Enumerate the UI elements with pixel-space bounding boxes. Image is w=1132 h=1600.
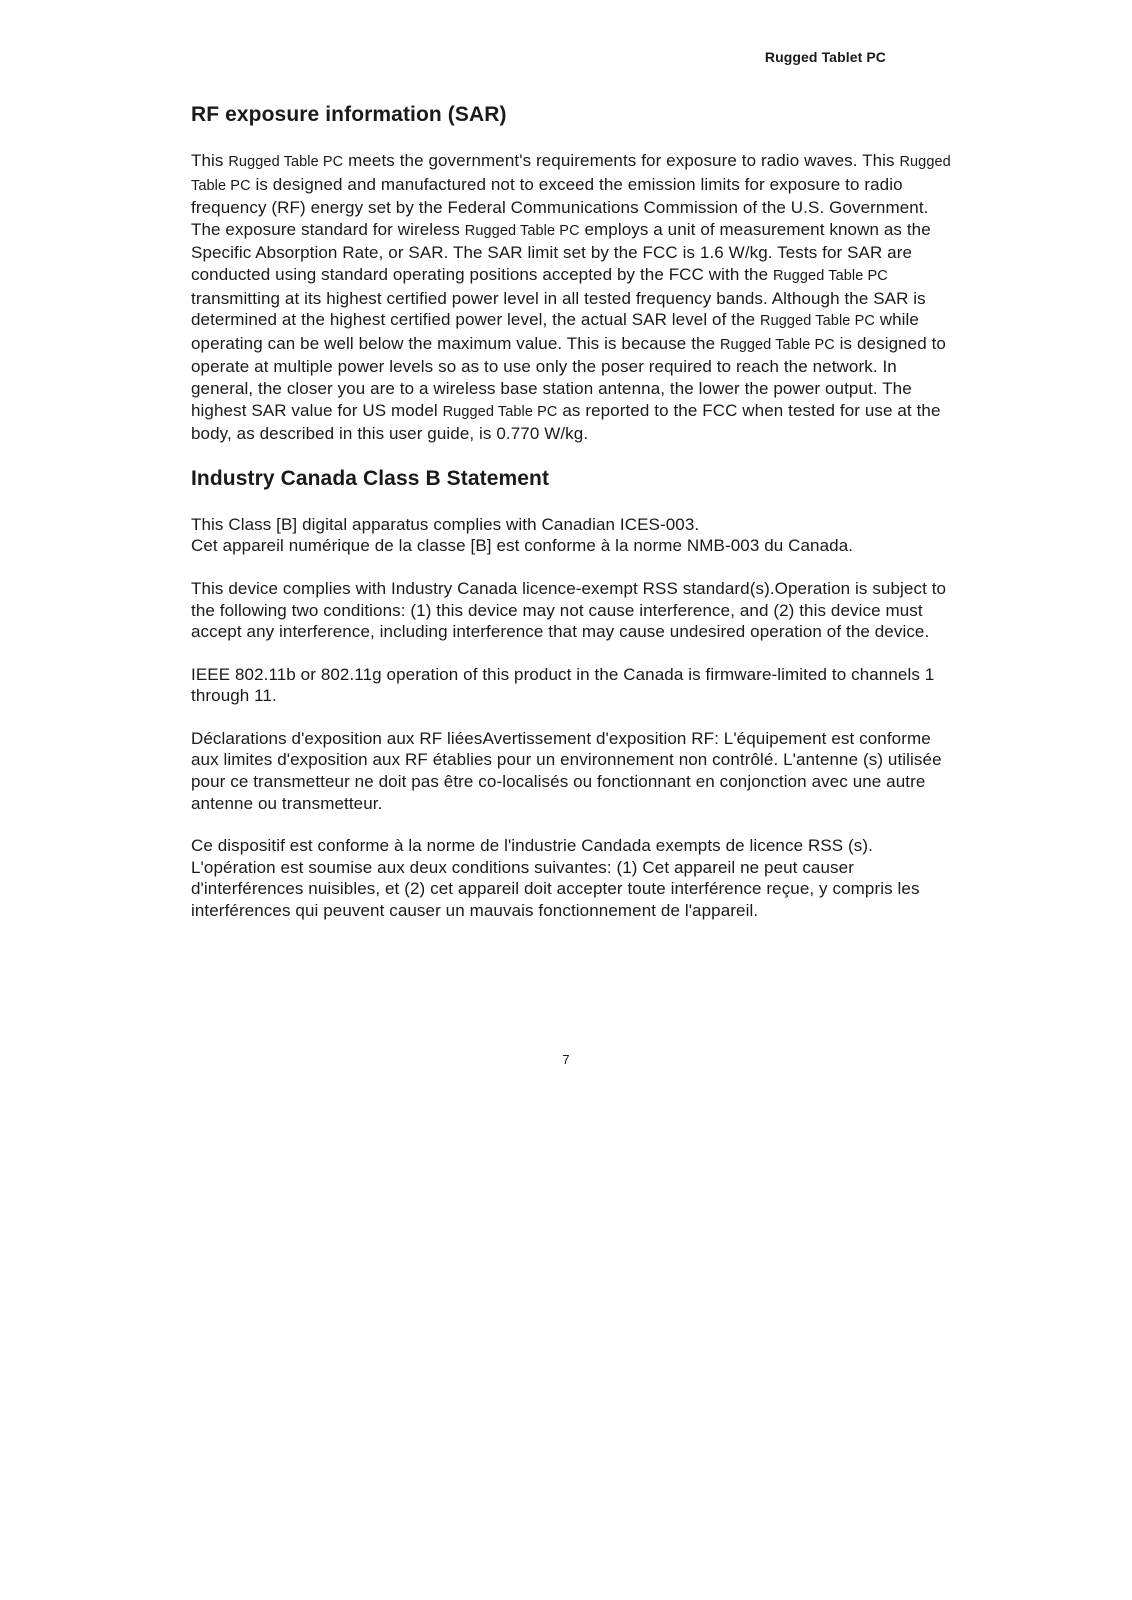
sar-text: meets the government's requirements for exposure to radio waves. This: [343, 151, 900, 170]
sar-text: while operating can be well below the maximum value. This is because the: [191, 310, 919, 353]
sar-paragraph: [191, 150, 951, 445]
sar-text: is designed to operate at multiple power levels so as to use only the poser required to reach the network. In general, the closer you are to a wireless base station antenna, the lower the power output. The highest SAR value for US model: [191, 333, 946, 420]
product-name: Rugged Table PC: [719, 336, 835, 353]
rss-statement-en: This device complies with Industry Canada licence-exempt RSS standard(s).Operation is subject to the following two conditions: (1) this device may not cause interference, and (2) this device must accept any interference, including interference that may cause undesired operation of the device.: [191, 578, 947, 642]
class-b-statement-en: This Class [B] digital apparatus complies with Canadian ICES-003.: [191, 514, 700, 534]
sar-text: is designed and manufactured not to exceed the emission limits for exposure to radio frequency (RF) energy set by the Federal Communications Commission of the U.S. Government. The exposure standard for wireless: [191, 174, 929, 239]
product-name: Rugged Table PC: [191, 154, 951, 194]
rss-statement-fr: Ce dispositif est conforme à la norme de l'industrie Candada exempts de licence RSS (s). L'opération est soumise aux deux conditions suivantes: (1) Cet appareil ne peut causer d'interférences nuisibles, et (2) cet appareil doit accepter toute interférence reçue, y compris les interférences qui peuvent causer un mauvais fonctionnement de l'appareil.: [191, 836, 920, 921]
sar-text: This: [191, 151, 229, 170]
page-content: [191, 102, 951, 922]
rf-exposure-statement-fr: Déclarations d'exposition aux RF liéesAvertissement d'exposition RF: L'équipement est conforme aux limites d'exposition aux RF établies pour un environnement non contrôlé. L'antenne (s) utilisée pour ce transmetteur ne doit pas être co-localisés ou fonctionnant en conjonction avec une autre antenne ou transmetteur.: [191, 728, 942, 813]
ic-heading: Industry Canada Class B Statement: [191, 466, 550, 490]
sar-text: as reported to the FCC when tested for use at the body, as described in this user guide, is 0.770 W/kg.: [191, 400, 941, 444]
product-name: Rugged Table PC: [442, 403, 558, 420]
product-name: Rugged Table PC: [760, 313, 875, 330]
class-b-statement-fr: Cet appareil numérique de la classe [B] est conforme à la norme NMB-003 du Canada.: [191, 536, 854, 556]
product-name: Rugged Table PC: [464, 222, 580, 239]
product-name: Rugged Table PC: [228, 154, 344, 170]
sar-text: employs a unit of measurement known as the Specific Absorption Rate, or SAR. The SAR limit set by the FCC is 1.6 W/kg. Tests for SAR are conducted using standard operating positions accepted by the FCC with the: [191, 219, 931, 284]
ieee-channel-statement: IEEE 802.11b or 802.11g operation of this product in the Canada is firmware-limited to channels 1 through 11.: [191, 664, 935, 706]
running-header: Rugged Tablet PC: [764, 49, 886, 65]
product-name: Rugged Table PC: [772, 267, 888, 284]
page-number: 7: [562, 1052, 570, 1067]
sar-text: transmitting at its highest certified power level in all tested frequency bands. Although the SAR is determined at the highest certified power level, the actual SAR level of the: [191, 288, 926, 330]
sar-heading: RF exposure information (SAR): [191, 103, 507, 126]
